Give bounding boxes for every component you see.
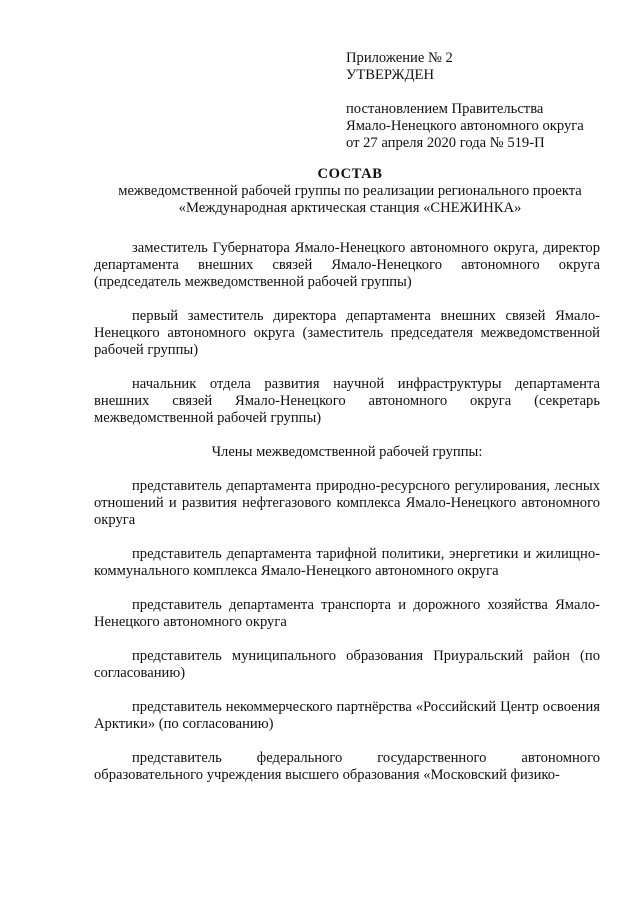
group-member: представитель федерального государственного автономного образовательного учреждения высшего образования «Московский физико- xyxy=(94,750,600,783)
resolution-line-2: Ямало-Ненецкого автономного округа xyxy=(346,118,584,134)
document-body xyxy=(94,240,600,801)
resolution-line-1: постановлением Правительства xyxy=(346,101,544,117)
group-member: представитель некоммерческого партнёрства «Российский Центр освоения Арктики» (по согласованию) xyxy=(94,699,600,732)
member-deputy-chairman: первый заместитель директора департамента внешних связей Ямало-Ненецкого автономного округа (заместитель председателя межведомственной рабочей группы) xyxy=(94,308,600,358)
member-secretary: начальник отдела развития научной инфраструктуры департамента внешних связей Ямало-Ненецкого автономного округа (секретарь межведомственной рабочей группы) xyxy=(94,376,600,426)
document-subtitle-line-2: «Международная арктическая станция «СНЕЖИНКА» xyxy=(178,200,522,216)
group-member: представитель департамента тарифной политики, энергетики и жилищно-коммунального комплекса Ямало-Ненецкого автономного округа xyxy=(94,546,600,579)
document-subtitle-line-1: межведомственной рабочей группы по реализации регионального проекта xyxy=(118,183,582,199)
approval-block xyxy=(346,50,606,152)
members-heading: Члены межведомственной рабочей группы: xyxy=(211,444,483,460)
document-heading xyxy=(90,166,610,217)
resolution-date: от 27 апреля 2020 года № 519-П xyxy=(346,135,545,151)
approved-label: УТВЕРЖДЕН xyxy=(346,67,434,83)
group-member: представитель муниципального образования Приуральский район (по согласованию) xyxy=(94,648,600,681)
member-chairman: заместитель Губернатора Ямало-Ненецкого автономного округа, директор департамента внешних связей Ямало-Ненецкого автономного округа (председатель межведомственной рабочей группы) xyxy=(94,240,600,290)
document-title: СОСТАВ xyxy=(317,166,383,182)
group-member: представитель департамента транспорта и дорожного хозяйства Ямало-Ненецкого автономного округа xyxy=(94,597,600,630)
appendix-number: Приложение № 2 xyxy=(346,50,453,66)
group-member: представитель департамента природно-ресурсного регулирования, лесных отношений и развития нефтегазового комплекса Ямало-Ненецкого автономного округа xyxy=(94,478,600,528)
